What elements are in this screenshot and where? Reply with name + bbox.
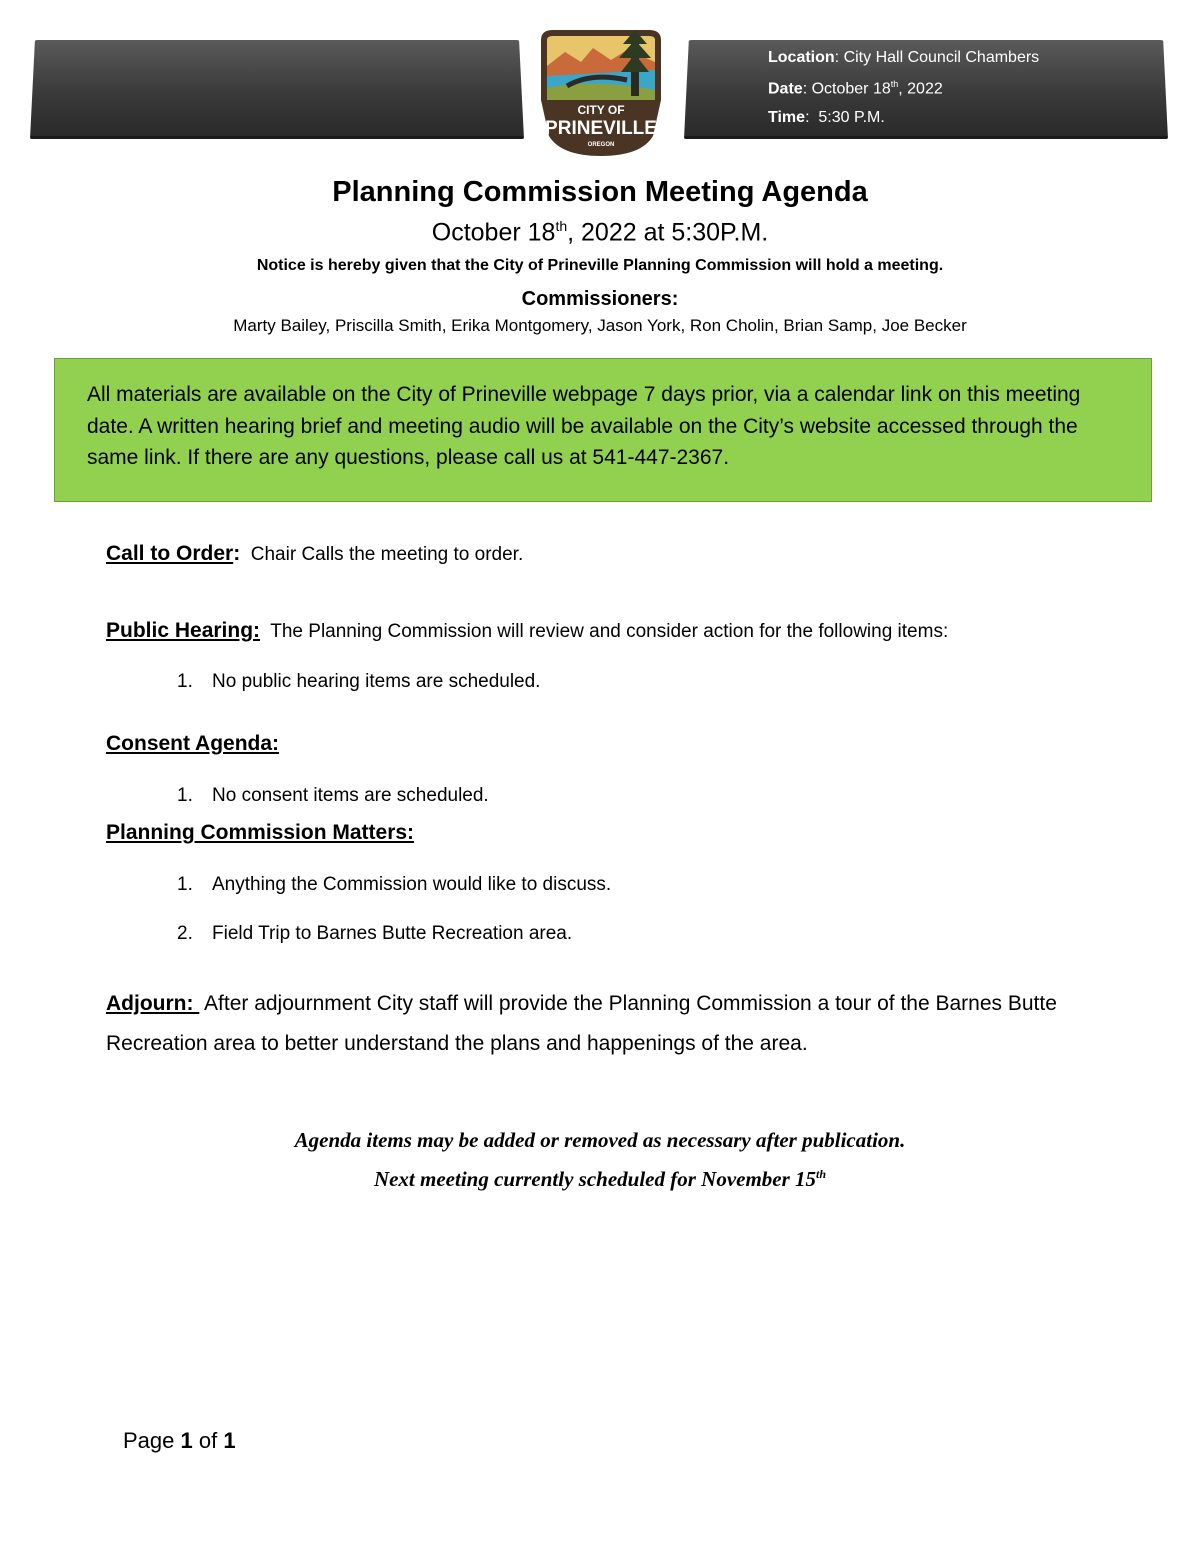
header-banner-left: [30, 40, 524, 139]
adjourn-heading: Adjourn:: [106, 992, 194, 1015]
logo-line3: OREGON: [587, 142, 615, 148]
public-hearing-text: The Planning Commission will review and consider action for the following items:: [270, 621, 949, 642]
list-item: 1. No public hearing items are scheduled.: [177, 671, 541, 692]
page-title: Planning Commission Meeting Agenda: [332, 176, 868, 208]
header-date: Date: October 18th, 2022: [768, 79, 943, 98]
meeting-notice: Notice is hereby given that the City of Prineville Planning Commission will hold a meeting.: [256, 257, 944, 274]
consent-agenda: [106, 732, 279, 756]
commissioners-list: Marty Bailey, Priscilla Smith, Erika Montgomery, Jason York, Ron Cholin, Brian Samp, Joe Becker: [233, 316, 967, 335]
list-item: 1. Anything the Commission would like to discuss.: [177, 874, 612, 895]
page-number: Page 1 of 1: [123, 1428, 236, 1453]
agenda-change-note: Agenda items may be added or removed as necessary after publication.: [294, 1128, 906, 1152]
logo-line1: CITY OF: [577, 103, 625, 117]
city-logo: [531, 26, 671, 158]
pc-matters: [106, 821, 414, 845]
call-to-order-heading: Call to Order: [106, 542, 234, 565]
adjourn: [106, 984, 1066, 1064]
list-item: 1. No consent items are scheduled.: [177, 785, 489, 806]
public-hearing-heading: Public Hearing:: [106, 619, 261, 642]
call-to-order-text: Chair Calls the meeting to order.: [250, 544, 524, 565]
logo-line2: PRINEVILLE: [545, 118, 657, 139]
pc-matters-heading: Planning Commission Matters:: [106, 821, 415, 844]
meeting-date-time: October 18th, 2022 at 5:30P.M.: [431, 218, 769, 247]
list-item: 2. Field Trip to Barnes Butte Recreation area.: [177, 923, 573, 944]
consent-agenda-heading: Consent Agenda:: [106, 732, 280, 755]
next-meeting-note: Next meeting currently scheduled for November 15th: [373, 1167, 827, 1191]
header-location: Location: City Hall Council Chambers: [768, 49, 1040, 66]
commissioners-heading: Commissioners:: [521, 288, 679, 310]
public-hearing: [106, 619, 948, 643]
info-box: All materials are available on the City of Prineville webpage 7 days prior, via a calendar link on this meeting date. A written hearing brief and meeting audio will be available on the City’s website accessed through the same link. If there are any questions, please call us at 541-447-2367.: [54, 358, 1152, 502]
header-time: Time: 5:30 P.M.: [768, 109, 885, 126]
adjourn-text: After adjournment City staff will provide the Planning Commission a tour of the Barnes Butte Recreation area to better understand the plans and happenings of the area.: [106, 992, 1057, 1055]
call-to-order: Call to Order: Chair Calls the meeting to order.: [106, 542, 524, 565]
